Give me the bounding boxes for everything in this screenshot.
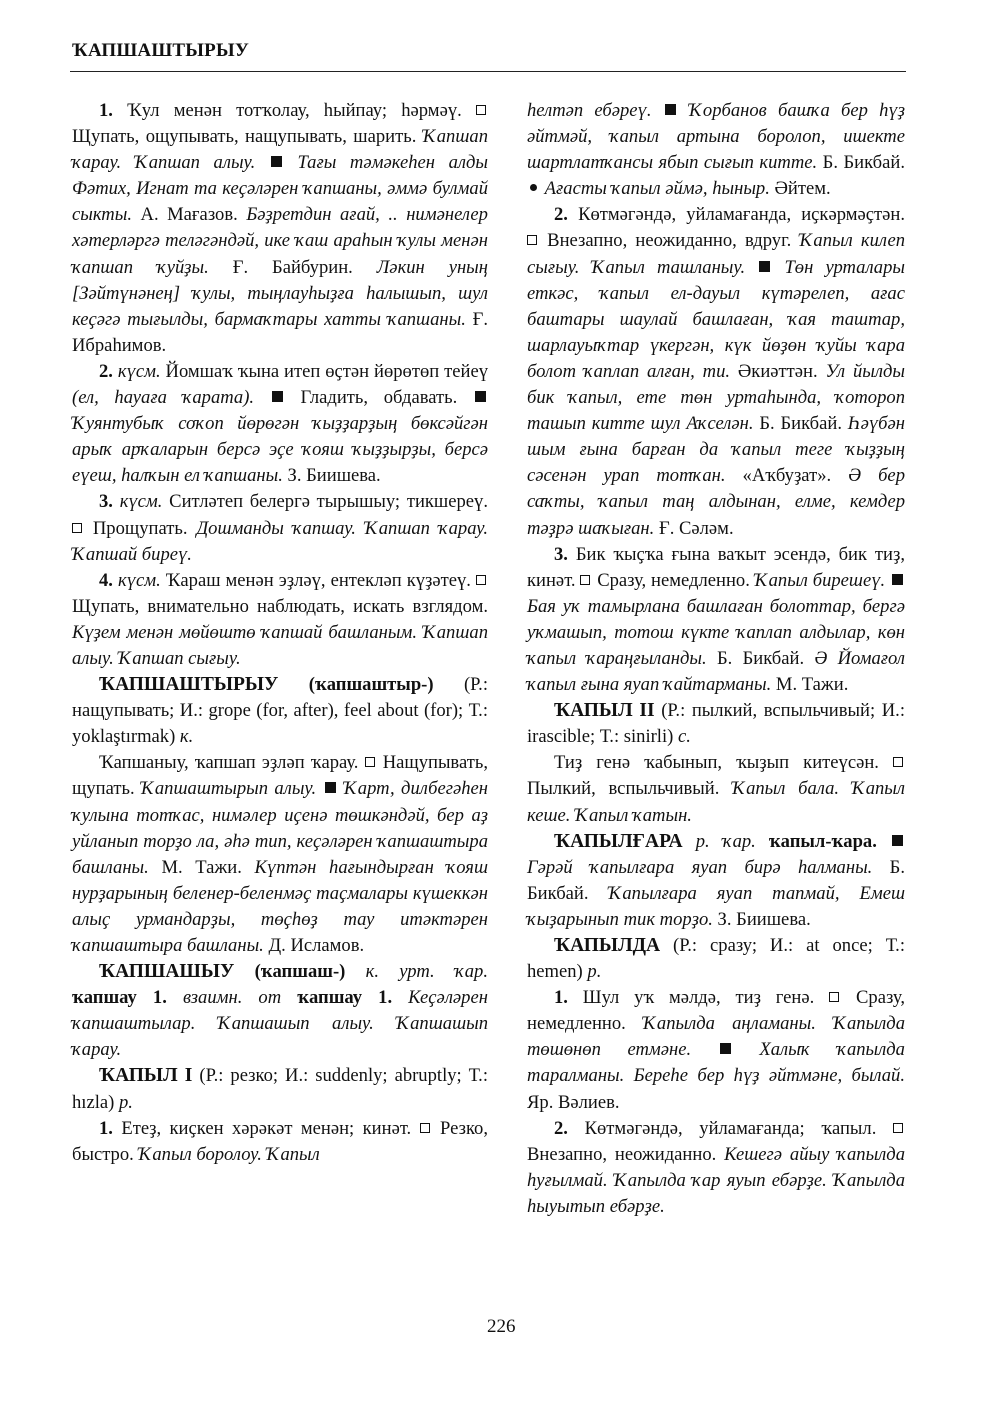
headword: ҠАПШАШТЫРЫУ — [99, 674, 279, 696]
entry-text: Шул уҡ мәлдә, тиҙ генә. — [567, 987, 830, 1009]
example-text: күсм. — [117, 569, 161, 591]
entry-text: Прощупать. — [84, 517, 197, 539]
entry-text: (ҡапшаш-) — [254, 961, 346, 983]
dictionary-paragraph — [72, 1063, 488, 1115]
entry-text: (Р.: сразу; И.: at once; Т.: hemen) — [527, 935, 905, 983]
example-text: к. урт. ҡар. — [365, 961, 488, 983]
example-text: Ҡапыл килеп сығыу. Ҡапыл ташланыу. — [527, 230, 905, 278]
open-square-icon — [580, 575, 590, 585]
example-text: Ҡапшап ҡарау. Ҡапшап алыу. — [72, 126, 488, 174]
entry-text: (Р.: пылкий, вспыльчивый; И.: irascible; Т.: sinirli) — [527, 700, 905, 748]
entry-text: Б. Бикбай. — [706, 647, 815, 669]
entry-text: Сразу, немедленно. — [592, 569, 755, 591]
entry-text: 2. — [99, 360, 113, 382]
filled-square-icon — [475, 391, 486, 402]
headword: ҠАПЫЛ I — [99, 1065, 193, 1087]
entry-text: Б. Бикбай. — [527, 856, 905, 904]
entry-text — [678, 100, 689, 121]
example-text: Ағасты ҡапыл әймә, һыныр. — [544, 178, 770, 200]
filled-square-icon — [759, 261, 770, 272]
example-text: Ҡарт, дилбегәһен ҡулына тотҡас, нимәлер иҫенә төшкәндәй, бер аҙ уйланып торҙо ла, әһә тип, кеҫәләрен ҡапшаштыра башланы. — [72, 778, 488, 878]
open-square-icon — [365, 757, 375, 767]
entry-text: Ғ. Ибраһимов. — [72, 308, 488, 356]
example-text: Бая уҡ тамырлана башлаған болоттар, бергә уҡмашып, тотош күкте ҡаплап алдылар, көн ҡапыл ҡараңғыланды. — [527, 595, 905, 669]
example-text: Ҡапыл бирешеү. — [754, 569, 886, 591]
example-text: Ҡапылғара яуап тапмай, Емеш ҡыҙарынып тик торҙо. — [527, 882, 905, 930]
entry-text: А. Мағазов. — [131, 204, 247, 226]
example-text: Ҡапыл бала. Ҡапыл кеше. Ҡапыл ҡатын. — [527, 778, 905, 826]
example-text: Ҡапылда аңламаны. Ҡапылда төшөнөп етмәне. — [527, 1013, 905, 1061]
example-text: күсм. — [117, 360, 161, 382]
running-head: ҠАПШАШТЫРЫУ — [72, 40, 249, 61]
open-square-icon — [420, 1123, 430, 1133]
entry-text: Ҡапшаныу, ҡапшап эҙләп ҡарау. — [99, 752, 365, 774]
open-square-icon — [72, 523, 82, 533]
entry-text — [234, 961, 254, 982]
entry-text: Көтмәгәндә, уйламағанда, иҫкәрмәҫтән. — [567, 204, 905, 226]
entry-text: 3. — [99, 491, 113, 513]
entry-text — [885, 570, 890, 591]
entry-text: Ғ. Сәләм. — [654, 517, 734, 539]
entry-text: «Аҡбуҙат». — [725, 465, 849, 487]
example-text: Күптән һағындырған ҡояш нурҙарының беленер-беленмәҫ таҫмалары күшеккән алыҫ урмандарҙы, төҫһөҙ тау итәктәрен ҡапшаштыра башланы. — [72, 856, 488, 956]
dictionary-paragraph — [72, 489, 488, 567]
entry-text: Гладить, обдавать. — [284, 387, 473, 409]
entry-text: Б. Бикбай. — [817, 152, 905, 174]
column-right — [527, 98, 905, 1220]
entry-text — [745, 257, 757, 278]
open-square-icon — [893, 1123, 903, 1133]
example-text: р. — [118, 1091, 133, 1113]
entry-text: Көтмәгәндә, уйламағанда; ҡапыл. — [567, 1117, 893, 1139]
entry-text: З. Биишева. — [712, 908, 811, 930]
entry-text — [254, 387, 270, 408]
entry-text: Внезапно, неожиданно. — [527, 1143, 725, 1165]
example-text: һелтәп ебәреү. — [527, 100, 652, 121]
entry-text — [345, 961, 365, 982]
open-square-icon — [476, 575, 486, 585]
headword: ҠАПЫЛҒАРА — [554, 830, 683, 852]
entry-text — [756, 831, 769, 852]
entry-text: (ҡапшаштыр-) — [308, 674, 434, 696]
example-text: Күҙем менән мөйөштө ҡапшай башланым. Ҡапшап алыу. Ҡапшап сығыу. — [72, 621, 488, 669]
entry-text: Пылкий, вспыльчивый. — [527, 778, 733, 800]
entry-text: З. Биишева. — [282, 465, 381, 487]
column-left — [72, 98, 488, 1168]
example-text: Бәҙретдин ағай, .. нимәнелер хәтерләргә теләгәндәй, ике ҡаш араһын ҡулы менән ҡапшап ҡуйҙы. — [72, 204, 488, 278]
entry-text: Етеҙ, киҫкен хәрәкәт менән; кинәт. — [112, 1117, 420, 1139]
entry-text: Нащупывать, щупать. — [72, 752, 488, 800]
entry-text: Әкиәттән. — [730, 360, 826, 382]
entry-text: Әйтем. — [769, 178, 831, 200]
entry-text: Сразу, немедленно. — [527, 987, 905, 1035]
open-square-icon — [527, 235, 537, 245]
example-text: Ә бер саҡты, ҡапыл таң алдынан, елме, кемдер тәҙрә шаҡыған. — [527, 465, 905, 539]
dictionary-paragraph — [72, 672, 488, 750]
entry-text — [877, 831, 890, 852]
entry-text: 3. — [554, 543, 568, 565]
filled-square-icon — [325, 782, 336, 793]
open-square-icon — [476, 105, 486, 115]
filled-square-icon — [720, 1043, 731, 1054]
entry-text — [281, 987, 297, 1008]
dictionary-paragraph — [527, 829, 905, 933]
example-text: к. — [179, 726, 194, 748]
entry-text: (Р.: нащупывать; И.: grope (for, after), feel about (for); Т.: yoklaştırmak) — [72, 674, 488, 748]
page-number: 226 — [487, 1316, 516, 1337]
header-rule — [70, 71, 906, 72]
example-text: р. ҡар. — [695, 830, 756, 852]
example-text: Ҡапшаштырып алыу. — [140, 778, 317, 800]
dictionary-paragraph — [72, 1116, 488, 1168]
entry-text: М. Тажи. — [148, 856, 255, 878]
example-text: күсм. — [119, 491, 163, 513]
entry-text: М. Тажи. — [771, 674, 849, 696]
example-text: Дошманды ҡапшау. Ҡапшап ҡарау. Ҡапшай биреү. — [72, 517, 488, 565]
example-text: Ләкин уның [Зәйтүнәнең] ҡулы, тыңлауһыҙға һалышып, шул кеҫәгә тығылды, бармаҡтары хатты ҡапшаны. — [72, 256, 488, 330]
entry-text: 4. — [99, 569, 113, 591]
entry-text — [772, 257, 784, 278]
headword: ҠАПЫЛ II — [554, 700, 655, 722]
example-text: Ҡорбанов башҡа бер һүҙ әйтмәй, ҡапыл артына боролоп, ишекте шартлатҡансы ябып сығып китте. — [527, 100, 905, 174]
dictionary-paragraph — [527, 1116, 905, 1220]
dictionary-paragraph — [527, 202, 905, 541]
entry-text: Ҡараш менән эҙләү, ентекләп күҙәтеү. — [160, 569, 476, 591]
filled-square-icon — [892, 574, 903, 585]
entry-text: ҡапыл-ҡара. — [768, 830, 877, 852]
example-text: Гәрәй ҡапылғара яуап бирә һалманы. — [527, 856, 873, 878]
example-text: Ул йылды бик ҡапыл, ете төн уртаһында, ҡотороп ташып китте шул Аҡселән. — [527, 360, 905, 435]
dictionary-paragraph — [72, 568, 488, 672]
entry-text — [255, 152, 269, 173]
entry-text: Тиҙ генә ҡабынып, ҡыҙып китеүсән. — [554, 752, 893, 774]
example-text: Халыҡ ҡапылда таралманы. Береһе бер һүҙ әйтмәне, былай. — [527, 1039, 905, 1087]
entry-text — [652, 100, 663, 121]
example-text: Төн урталары еткәс, ҡапыл ел-дауыл күтәрелеп, ағас баштары шаулай башлаған, ҡая таштар, шарлауыҡтар үкергән, күк йөҙөн ҡуйы ҡара болот ҡаплап алған, ти. — [527, 256, 905, 382]
open-square-icon — [893, 757, 903, 767]
entry-text: Ситләтеп белергә тырышыу; тикшереү. — [162, 491, 488, 513]
headword: ҠАПШАШЫУ — [99, 961, 235, 983]
entry-text: 1. — [99, 1117, 113, 1139]
entry-text: 2. — [554, 204, 568, 226]
filled-square-icon — [665, 104, 676, 115]
example-text: Ҡуянтубыҡ соҡоп йөрөгән ҡыҙҙарҙың бөксәйгән арыҡ арҡаларын берсә эҫе ҡояш ҡыҙҙырҙы, берсә еүеш, һалҡын ел ҡапшаны. — [72, 413, 488, 487]
dictionary-paragraph — [72, 959, 488, 1063]
example-text: Ә Йомағол ҡапыл ғына яуап ҡайтарманы. — [527, 647, 905, 696]
example-text: Ҡапыл боролоу. Ҡапыл — [138, 1143, 320, 1165]
entry-text: 2. — [554, 1117, 568, 1139]
dictionary-paragraph — [527, 98, 905, 202]
filled-square-icon — [892, 835, 903, 846]
filled-square-icon — [272, 391, 283, 402]
dictionary-paragraph — [72, 750, 488, 959]
filled-square-icon — [271, 156, 282, 167]
entry-text: Ғ. Байбурин. — [208, 256, 377, 278]
bullet-dot-icon — [530, 184, 537, 191]
entry-text: 1. — [554, 987, 568, 1009]
entry-text: Д. Исламов. — [263, 935, 365, 956]
entry-text: Резко, быстро. — [72, 1117, 488, 1165]
entry-text: Внезапно, неожиданно, вдруг. — [539, 230, 800, 252]
dictionary-paragraph — [527, 933, 905, 985]
example-text: Кешегә айыу ҡапылда һуғылмай. Ҡапылда ҡар яуып ебәрҙе. Ҡапылда һыуытып ебәрҙе. — [527, 1143, 905, 1217]
entry-text: Б. Бикбай. — [753, 413, 848, 435]
entry-text — [691, 1039, 718, 1060]
example-text: (ел, һауаға ҡарата). — [72, 387, 255, 409]
entry-text — [278, 674, 308, 695]
dictionary-paragraph — [527, 750, 905, 828]
entry-text: Яр. Вәлиев. — [527, 1091, 620, 1113]
example-text: Кеҫәләрен ҡапшаштылар. Ҡапшашып алыу. Ҡапшашып ҡарау. — [72, 987, 488, 1061]
dictionary-paragraph — [72, 359, 488, 489]
headword: ҠАПЫЛДА — [554, 935, 661, 956]
entry-text: Бик ҡыҫҡа ғына ваҡыт эсендә, бик тиҙ, кинәт. — [527, 543, 905, 591]
dictionary-paragraph — [527, 698, 905, 750]
entry-text — [733, 1039, 760, 1060]
example-text: Һәүбән шым ғына барған да ҡапыл теге ҡыҙҙың сәсенән урап тотҡан. — [527, 413, 905, 487]
example-text: взаимн. от — [182, 987, 282, 1009]
entry-text — [683, 831, 696, 852]
entry-text — [316, 778, 322, 799]
example-text: с. — [677, 726, 691, 748]
dictionary-paragraph — [527, 542, 905, 699]
entry-text — [284, 152, 298, 173]
entry-text: ҡапшау 1. — [72, 987, 167, 1009]
entry-text — [167, 987, 183, 1008]
entry-text: Щупать, внимательно наблюдать, искать взглядом. — [72, 595, 488, 617]
example-text: Тағы тәмәкеһен алды Фәтих, Игнат та кеҫәләрен ҡапшаны, әммә булмай сыкты. — [72, 152, 488, 226]
entry-text — [392, 987, 408, 1008]
entry-text: 1. — [99, 100, 113, 121]
open-square-icon — [829, 992, 839, 1002]
example-text: р. — [587, 961, 602, 983]
entry-text: ҡапшау 1. — [297, 987, 393, 1009]
dictionary-paragraph — [527, 985, 905, 1115]
entry-text: Йомшаҡ ҡына итеп өҫтән йөрөтөп тейеү — [160, 360, 488, 382]
entry-text: (Р.: резко; И.: suddenly; abruptly; Т.: hızla) — [72, 1065, 488, 1113]
dictionary-paragraph — [72, 98, 488, 359]
entry-text — [113, 491, 120, 512]
entry-text: Ҡул менән тотҡолау, һыйпау; һәрмәү. — [112, 100, 476, 121]
entry-text: Щупать, ощупывать, нащупывать, шарить. — [72, 126, 423, 148]
